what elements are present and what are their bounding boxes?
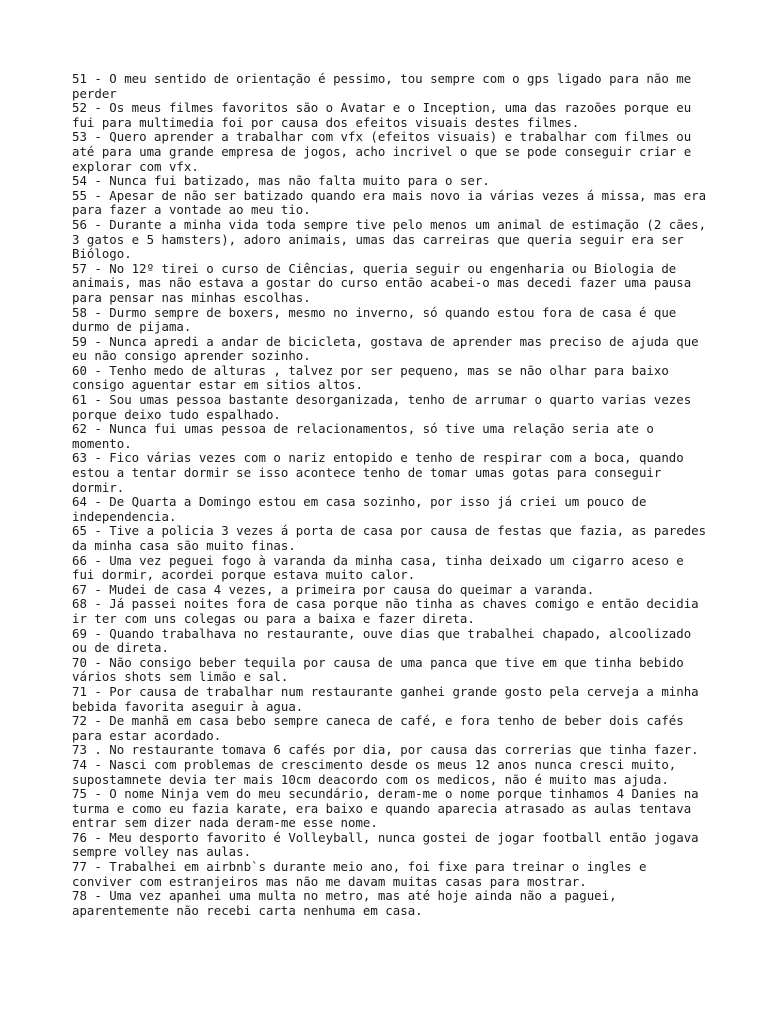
entry-63: 63 - Fico várias vezes com o nariz entopido e tenho de respirar com a boca, quando estou a tentar dormir se isso acontece tenho de tomar umas gotas para conseguir dormir. [72,450,684,495]
entry-51: 51 - O meu sentido de orientação é pessimo, tou sempre com o gps ligado para não me perder [72,71,692,101]
entry-77: 77 - Trabalhei em airbnb`s durante meio ano, foi fixe para treinar o ingles e conviver com estranjeiros mas não me davam muitas casas para mostrar. [72,859,647,889]
entry-59: 59 - Nunca apredi a andar de bicicleta, gostava de aprender mas preciso de ajuda que eu não consigo aprender sozinho. [72,333,699,364]
entry-76: 76 - Meu desporto favorito é Volleyball, nunca gostei de jogar football então jogava sempre volley nas aulas. [72,829,699,860]
entry-72: 72 - De manhã em casa bebo sempre caneca de café, e fora tenho de beber dois cafés para estar acordado. [72,713,684,743]
entry-60: 60 - Tenho medo de alturas , talvez por ser pequeno, mas se não olhar para baixo consigo aguentar estar em sitios altos. [72,362,669,393]
entry-70: 70 - Não consigo beber tequila por causa de uma panca que tive em que tinha bebido vários shots sem limão e sal. [72,654,684,685]
entry-78: 78 - Uma vez apanhei uma multa no metro, mas até hoje ainda não a paguei, aparentemente não recebi carta nenhuma em casa. [72,888,617,918]
entry-52: 52 - Os meus filmes favoritos são o Avatar e o Inception, uma das razoões porque eu fui para multimedia foi por causa dos efeitos visuais destes filmes. [72,100,692,130]
entry-71: 71 - Por causa de trabalhar num restaurante ganhei grande gosto pela cerveja a minha bebida favorita aseguir à agua. [72,683,699,714]
entry-66: 66 - Uma vez peguei fogo à varanda da minha casa, tinha deixado um cigarro aceso e fui dormir, acordei porque estava muito calor. [72,552,684,583]
entry-56: 56 - Durante a minha vida toda sempre tive pelo menos um animal de estimação (2 cães, 3 gatos e 5 hamsters), adoro animais, umas das carreiras que queria seguir era ser Biólogo. [72,216,707,262]
entry-54: 54 - Nunca fui batizado, mas não falta muito para o ser. [72,173,490,189]
entry-74: 74 - Nasci com problemas de crescimento desde os meus 12 anos nunca cresci muito, supostamnete devia ter mais 10cm deacordo com os medicos, não é muito mas ajuda. [72,756,677,787]
entry-61: 61 - Sou umas pessoa bastante desorganizada, tenho de arrumar o quarto varias vezes porque deixo tudo espalhado. [72,392,692,422]
entry-73: 73 . No restaurante tomava 6 cafés por dia, por causa das correrias que tinha fazer. [72,742,699,758]
entry-68: 68 - Já passei noites fora de casa porque não tinha as chaves comigo e então decidia ir ter com uns colegas ou para a baixa e fazer direta. [72,596,699,626]
entry-55: 55 - Apesar de não ser batizado quando era mais novo ia várias vezes á missa, mas era para fazer a vontade ao meu tio. [72,187,707,218]
entry-62: 62 - Nunca fui umas pessoa de relacionamentos, só tive uma relação seria ate o momento. [72,421,654,451]
entry-57: 57 - No 12º tirei o curso de Ciências, queria seguir ou engenharia ou Biologia de animais, mas não estava a gostar do curso então acabei-o mas decedi fazer uma pausa para pensar nas minhas escolhas. [72,260,692,305]
entry-58: 58 - Durmo sempre de boxers, mesmo no inverno, só quando estou fora de casa é que durmo de pijama. [72,304,677,335]
entry-75: 75 - O nome Ninja vem do meu secundário, deram-me o nome porque tinhamos 4 Danies na turma e como eu fazia karate, era baixo e quando aparecia atrasado as aulas tentava entrar sem dizer nada deram-me esse nome. [72,786,699,831]
entry-67: 67 - Mudei de casa 4 vezes, a primeira por causa do queimar a varanda. [72,581,595,597]
entry-65: 65 - Tive a policia 3 vezes á porta de casa por causa de festas que fazia, as paredes da minha casa são muito finas. [72,523,707,553]
entry-64: 64 - De Quarta a Domingo estou em casa sozinho, por isso já criei um pouco de independencia. [72,494,647,524]
document-page [72,72,712,918]
entry-69: 69 - Quando trabalhava no restaurante, ouve dias que trabalhei chapado, alcoolizado ou de direta. [72,625,692,656]
entry-53: 53 - Quero aprender a trabalhar com vfx (efeitos visuais) e trabalhar com filmes ou até para uma grande empresa de jogos, acho incrivel o que se pode conseguir criar e explorar com vfx. [72,129,692,174]
